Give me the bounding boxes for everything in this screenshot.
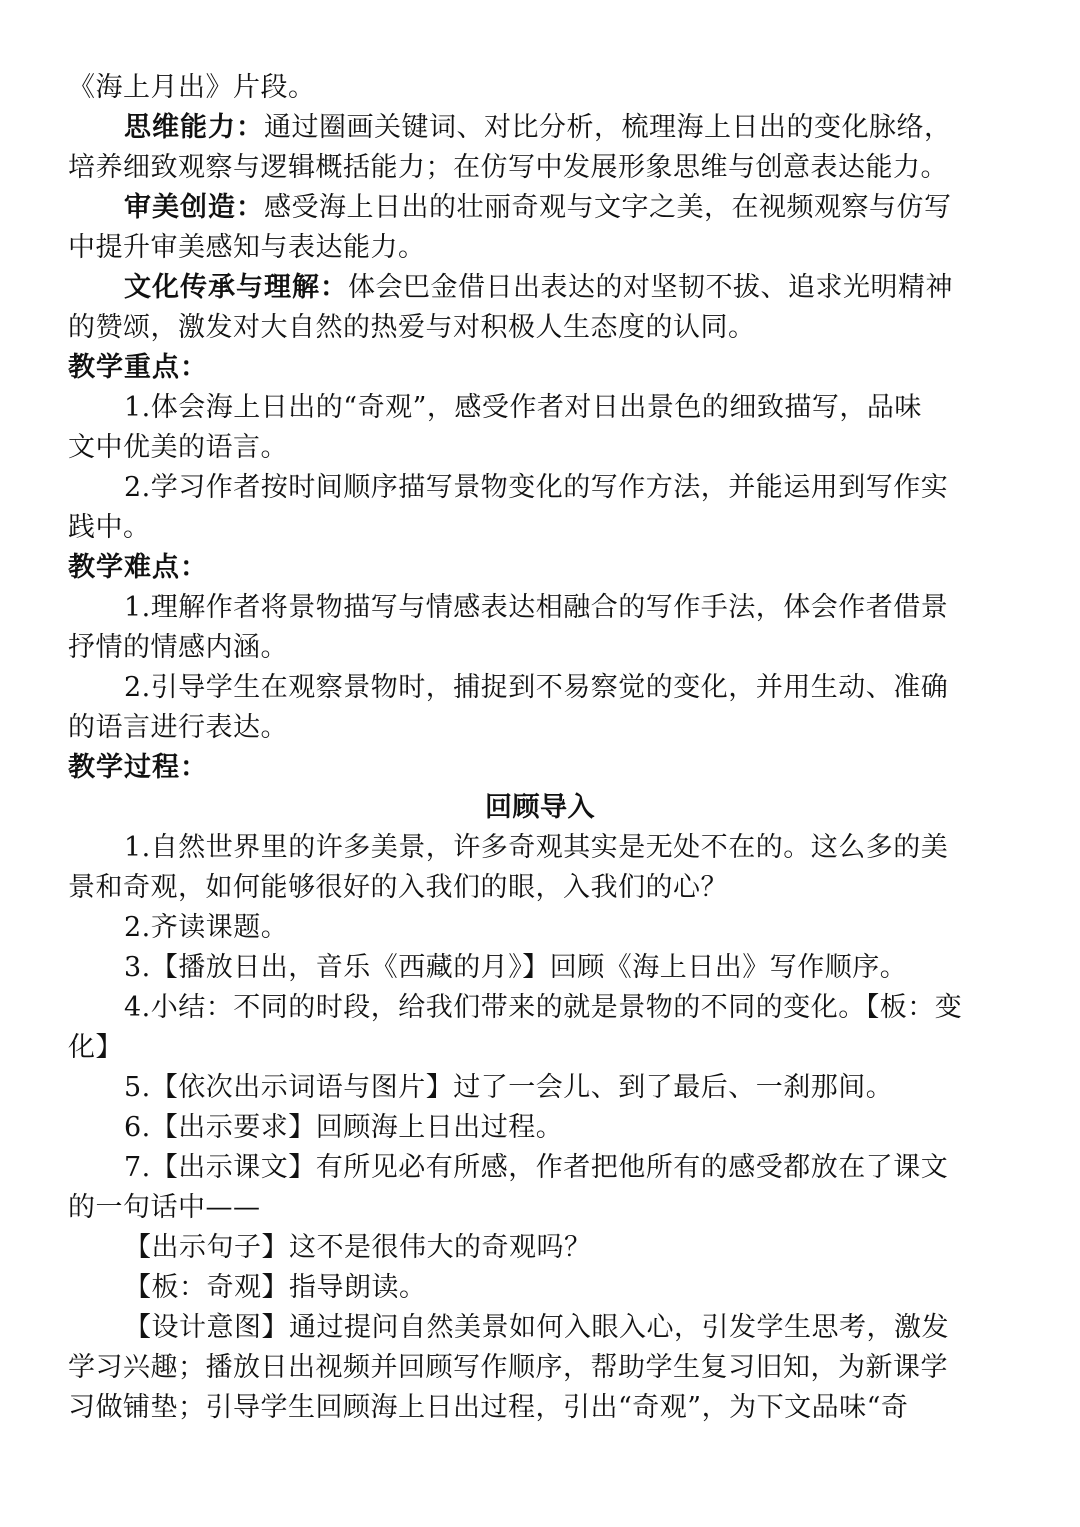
text-line: 5.【依次出示词语与图片】过了一会儿、到了最后、一刹那间。 [124,1072,894,1103]
text-line: 3.【播放日出，音乐《西藏的月》】回顾《海上日出》写作顺序。 [124,952,908,983]
label-thinking-ability: 思维能力： [124,112,264,143]
label-cultural-heritage: 文化传承与理解： [124,272,348,303]
text-line: 2.学习作者按时间顺序描写景物变化的写作方法，并能运用到写作实 [124,472,949,503]
heading-teaching-process: 教学过程： [68,752,208,783]
paragraph-cultural-heritage [124,268,1018,308]
text-line: 2.引导学生在观察景物时，捕捉到不易察觉的变化，并用生动、准确 [124,672,949,703]
text-line: 【板：奇观】指导朗读。 [124,1272,427,1303]
text-line: 1.自然世界里的许多美景，许多奇观其实是无处不在的。这么多的美 [124,832,949,863]
text-line: 1.理解作者将景物描写与情感表达相融合的写作手法，体会作者借景 [124,592,949,623]
text-span: 通过圈画关键词、对比分析，梳理海上日出的变化脉络， [264,112,952,143]
text-line: 抒情的情感内涵。 [68,632,288,663]
text-line: 文中优美的语言。 [68,432,288,463]
text-line: 的赞颂，激发对大自然的热爱与对积极人生态度的认同。 [68,312,756,343]
text-line: 的一句话中—— [68,1192,261,1223]
paragraph-aesthetic-creation [124,188,1018,228]
text-line: 7.【出示课文】有所见必有所感，作者把他所有的感受都放在了课文 [124,1152,949,1183]
heading-teaching-difficulty: 教学难点： [68,552,208,583]
text-line: 习做铺垫；引导学生回顾海上日出过程，引出“奇观”，为下文品味“奇 [68,1392,909,1423]
text-span: 感受海上日出的壮丽奇观与文字之美，在视频观察与仿写 [264,192,952,223]
text-line: 践中。 [68,512,151,543]
text-line: 中提升审美感知与表达能力。 [68,232,426,263]
text-line: 1.体会海上日出的“奇观”，感受作者对日出景色的细致描写，品味 [124,392,922,423]
heading-teaching-focus: 教学重点： [68,352,208,383]
text-line: 的语言进行表达。 [68,712,288,743]
label-aesthetic-creation: 审美创造： [124,192,264,223]
text-line: 4.小结：不同的时段，给我们带来的就是景物的不同的变化。【板：变 [124,992,963,1023]
text-line: 【设计意图】通过提问自然美景如何入眼入心，引发学生思考，激发 [124,1312,949,1343]
text-line: 【出示句子】这不是很伟大的奇观吗？ [124,1232,592,1263]
text-line: 《海上月出》片段。 [68,72,316,103]
text-span: 体会巴金借日出表达的对坚韧不拔、追求光明精神 [348,272,953,303]
paragraph-thinking-ability [124,108,1018,148]
text-line: 化】 [68,1032,123,1063]
text-line: 2.齐读课题。 [124,912,289,943]
section-title: 回顾导入 [485,792,595,823]
text-line: 学习兴趣；播放日出视频并回顾写作顺序，帮助学生复习旧知，为新课学 [68,1352,948,1383]
text-line: 培养细致观察与逻辑概括能力；在仿写中发展形象思维与创意表达能力。 [68,152,948,183]
text-line: 景和奇观，如何能够很好的入我们的眼，入我们的心？ [68,872,728,903]
text-line: 6.【出示要求】回顾海上日出过程。 [124,1112,564,1143]
